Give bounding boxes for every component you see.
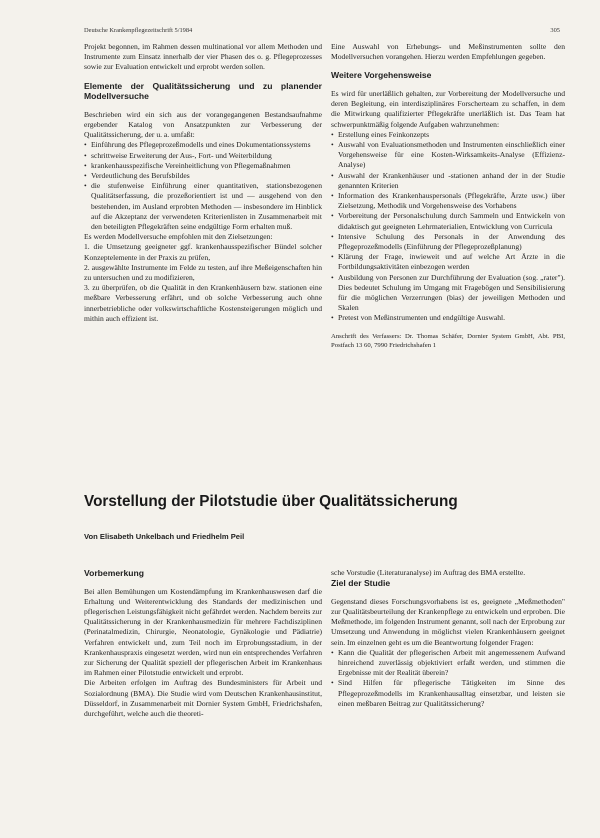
list-item: • Information des Krankenhauspersonals (Pflegekräfte, Ärzte usw.) über Zielsetzung, Methodik und Vorgehensweise des Vorhabens (338, 191, 565, 211)
list-item: • krankenhausspezifische Vereinheitlichung von Pflegemaßnahmen (91, 161, 322, 171)
bullet-list (331, 130, 565, 324)
paragraph: Projekt begonnen, im Rahmen dessen multinational vor allem Methoden und Instrumente zum Einsatz innerhalb der vier Phasen des o. g. Pflegeprozesses sowie zur Evaluation entwickelt und erprobt werden sollen. (84, 42, 322, 72)
article-title: Vorstellung der Pilotstudie über Qualitätssicherung (84, 493, 458, 510)
list-item: • Einführung des Pflegeprozeßmodells und eines Dokumentationssystems (91, 140, 322, 150)
list-item: • Pretest von Meßinstrumenten und endgültige Auswahl. (338, 313, 565, 323)
paragraph: Es wird für unerläßlich gehalten, zur Vorbereitung der Modellversuche und deren Begleitung, ein interdisziplinäres Forscherteam zu schaffen, in dem die Mitwirkung qualifizierter Pflegekräfte unerläßlich ist. Das Team hat schwerpunktmäßig folgende Aufgaben wahrzunehmen: (331, 89, 565, 129)
running-header: Deutsche Krankenpflegezeitschrift 5/1984 (84, 27, 193, 34)
author-address: Anschrift des Verfassers: Dr. Thomas Schäfer, Dornier System GmbH, Abt. PBI, Postfach 13 60, 7990 Friedrichshafen 1 (331, 332, 565, 349)
paragraph: Die Arbeiten erfolgen im Auftrag des Bundesministers für Arbeit und Sozialordnung (BMA). Die Studie wird vom Deutschen Krankenhausinstitut, Düsseldorf, in Zusammenarbeit mit Dornier System GmbH, Friedrichshafen, durchgeführt, welche auch die theoreti- (84, 678, 322, 719)
section-heading: Elemente der Qualitätssicherung und zu planender Modellversuche (84, 80, 322, 102)
paragraph: Eine Auswahl von Erhebungs- und Meßinstrumenten sollte den Modellversuchen vorangehen. Hierzu werden Empfehlungen gegeben. (331, 42, 565, 62)
article-byline: Von Elisabeth Unkelbach und Friedhelm Peil (84, 532, 245, 541)
list-item: • Klärung der Frage, inwieweit und auf welche Art Ärzte in die Fortbildungsaktivitäten einbezogen werden (338, 252, 565, 272)
paragraph: sche Vorstudie (Literaturanalyse) im Auftrag des BMA erstellte. (331, 568, 526, 577)
paragraph: Gegenstand dieses Forschungsvorhabens ist es, geeignete „Meßmethoden" zur Qualitätsbeurteilung der Krankenpflege zu entwickeln und erproben. Die Meßmethode, im folgenden Instrument genannt, soll nach der Erprobung zur Umsetzung und Anwendung in möglichst vielen Krankenhäusern geeignet sein. Im einzelnen geht es um die Beantwortung folgender Fragen: (331, 596, 565, 647)
paragraph: Es werden Modellversuche empfohlen mit den Zielsetzungen: (84, 232, 273, 242)
bullet-list (84, 140, 322, 232)
list-item: • Kann die Qualität der pflegerischen Arbeit mit angemessenem Aufwand hinreichend zuverlässig objektiviert erfaßt werden, und stimmen die Ergebnisse mit der Realität überein? (338, 648, 565, 679)
numbered-item: 3. zu überprüfen, ob die Qualität in den Krankenhäusern bzw. stationen eine meßbare Verbesserung erfährt, und ob solche Verbesserung auch ohne innerbetriebliche oder volkswirtschaftliche Kostensteigerungen möglich und mithin auch effizient ist. (84, 283, 322, 323)
list-item: • Auswahl von Evaluationsmethoden und Instrumenten einschließlich einer Vorgehensweise für eine Kosten-Wirksamkeits-Analyse (Effizienz-Analyse) (338, 140, 565, 171)
list-item: • Erstellung eines Feinkonzepts (338, 130, 565, 140)
list-item: • Auswahl der Krankenhäuser und -stationen anhand der in der Studie genannten Kriterien (338, 171, 565, 191)
list-item: • Intensive Schulung des Personals in der Anwendung des Pflegeprozeßmodells (Einführung der Pflegeprozeßplanung) (338, 232, 565, 252)
bullet-list (331, 648, 565, 709)
list-item: • die stufenweise Einführung einer quantitativen, stationsbezogenen Qualitätserfassung, die prozeßorientiert ist und — ausgehend von den bestehenden, im Ausland erprobten Methoden — insbesondere im Hinblick auf die Akzeptanz der verwendeten Kriterienlisten in Zusammenarbeit mit den beteiligten Pflegekräften seine endgültige Form erhalten muß. (91, 181, 322, 232)
list-item: • Ausbildung von Personen zur Durchführung der Evaluation (sog. „rater"). Dies bedeutet Schulung im Umgang mit Fragebögen und Sensibilisierung für die möglichen Verzerrungen (bias) der jeweiligen Methoden und Skalen (338, 273, 565, 314)
page-number: 305 (550, 27, 560, 34)
list-item: • Sind Hilfen für pflegerische Tätigkeiten im Sinne des Pflegeprozeßmodells im Krankenhausalltag einsetzbar, und leisten sie einen meßbaren Beitrag zur Qualitätssicherung? (338, 678, 565, 709)
paragraph: Bei allen Bemühungen um Kostendämpfung im Krankenhauswesen darf die Erhaltung und Weiterentwicklung des Standards der medizinischen und pflegerischen Leistungsfähigkeit nicht gefährdet werden. Nachdem bereits zur Qualitätssicherung in der Krankenhausmedizin für mehrere Fachdisziplinen (Perinatalmedizin, Chirurgie, Neonatologie, Gynäkologie und Pädiatrie) Verfahren entwickelt und, zum Teil noch im Erprobungsstadium, in der Krankenhauspraxis eingesetzt werden, wird nun ein entsprechendes Verfahren zur Sicherung der Qualität speziell der pflegerischen Arbeit im Krankenhaus im Rahmen einer Pilotstudie entwickelt und erprobt. (84, 586, 322, 678)
list-item: • Verdeutlichung des Berufsbildes (91, 171, 322, 181)
list-item: • Vorbereitung der Personalschulung durch Sammeln und Entwickeln von didaktisch gut geeigneten Lehrmaterialien, Entwicklung von Curricula (338, 211, 565, 231)
column-right-top (331, 42, 565, 350)
section-heading: Vorbemerkung (84, 568, 145, 578)
paragraph: Beschrieben wird ein sich aus der vorangegangenen Bestandsaufnahme ergebender Katalog von Ansatzpunkten zur Verbesserung der Qualitätssicherung, der u. a. umfaßt: (84, 109, 322, 140)
section-heading: Ziel der Studie (331, 578, 391, 589)
section-heading: Weitere Vorgehensweise (331, 70, 432, 81)
column-left-bottom (84, 568, 322, 719)
column-left-top (84, 42, 322, 324)
numbered-item: 1. die Umsetzung geeigneter ggf. krankenhausspezifischer Bündel solcher Konzeptelemente in der Praxis zu prüfen, (84, 242, 322, 262)
column-right-bottom (331, 568, 565, 709)
list-item: • schrittweise Erweiterung der Aus-, Fort- und Weiterbildung (91, 151, 322, 161)
numbered-item: 2. ausgewählte Instrumente im Felde zu testen, auf ihre Meßeigenschaften hin zu untersuchen und zu modifizieren, (84, 262, 322, 283)
